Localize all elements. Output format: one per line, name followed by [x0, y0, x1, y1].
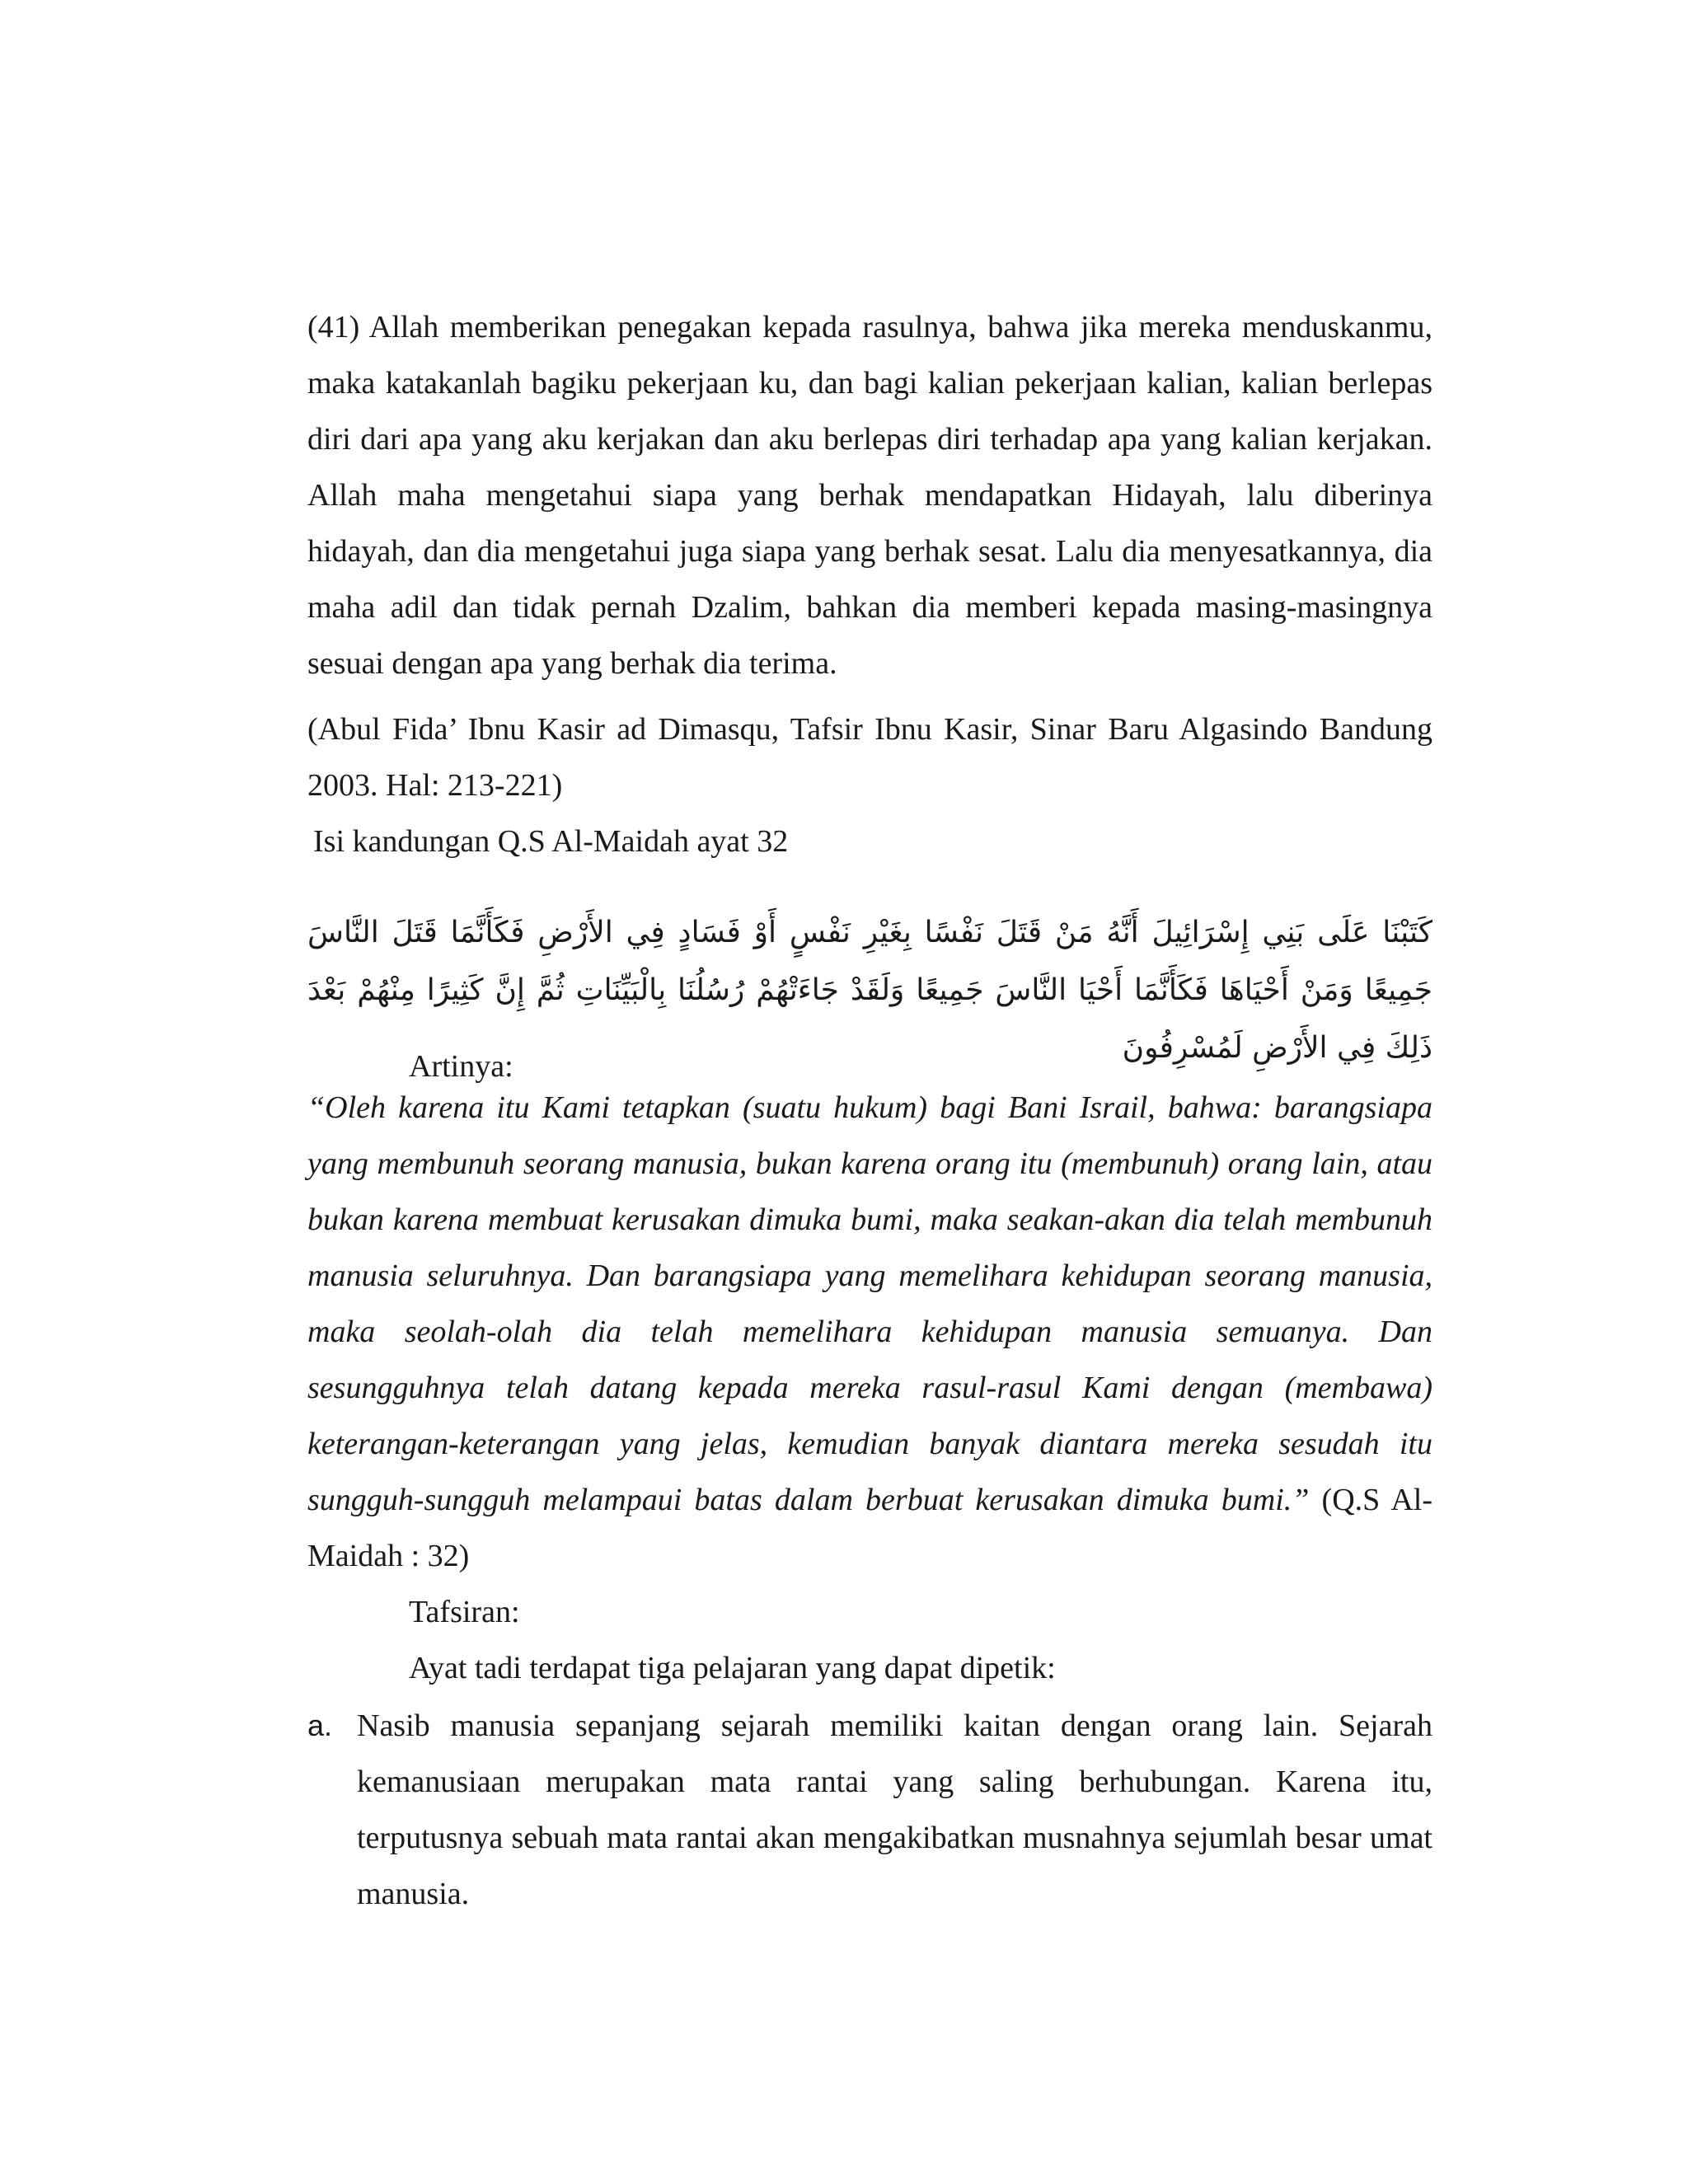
list-item	[307, 1698, 1432, 1922]
artinya-label: Artinya:	[409, 1049, 513, 1084]
paragraph-41: (41) Allah memberikan penegakan kepada rasulnya, bahwa jika mereka menduskanmu, maka katakanlah bagiku pekerjaan ku, dan bagi kalian pekerjaan kalian, kalian berlepas diri dari apa yang aku kerjakan dan aku berlepas diri terhadap apa yang kalian kerjakan. Allah maha mengetahui siapa yang berhak mendapatkan Hidayah, lalu diberinya hidayah, dan dia mengetahui juga siapa yang berhak sesat. Lalu dia menyesatkannya, dia maha adil dan tidak pernah Dzalim, bahkan dia memberi kepada masing-masingnya sesuai dengan apa yang berhak dia terima.	[307, 310, 1432, 681]
section-heading: Isi kandungan Q.S Al-Maidah ayat 32	[313, 824, 789, 859]
list-item-text: Nasib manusia sepanjang sejarah memiliki kaitan dengan orang lain. Sejarah kemanusiaan merupakan mata rantai yang saling berhubungan. Karena itu, terputusnya sebuah mata rantai akan mengakibatkan musnahnya sejumlah besar umat manusia.	[357, 1708, 1432, 1911]
translation-citation: (Q.S Al-Maidah : 32)	[307, 1483, 1432, 1573]
tafsiran-label: Tafsiran:	[409, 1595, 520, 1629]
tafsir-reference: (Abul Fida’ Ibnu Kasir ad Dimasqu, Tafsir Ibnu Kasir, Sinar Baru Algasindo Bandung 2003. Hal: 213-221)	[307, 712, 1432, 803]
verse-translation	[307, 1080, 1432, 1584]
list-marker: a.	[307, 1708, 333, 1742]
lessons-intro: Ayat tadi terdapat tiga pelajaran yang dapat dipetik:	[409, 1651, 1056, 1685]
translation-text: “Oleh karena itu Kami tetapkan (suatu hukum) bagi Bani Israil, bahwa: barangsiapa yang membunuh seorang manusia, bukan karena orang itu (membunuh) orang lain, atau bukan karena membuat kerusakan dimuka bumi, maka seakan-akan dia telah membunuh manusia seluruhnya. Dan barangsiapa yang memelihara kehidupan seorang manusia, maka seolah-olah dia telah memelihara kehidupan manusia semuanya. Dan sesungguhnya telah datang kepada mereka rasul-rasul Kami dengan (membawa) keterangan-keterangan yang jelas, kemudian banyak diantara mereka sesudah itu sungguh-sungguh melampaui batas dalam berbuat kerusakan dimuka bumi.”	[307, 1090, 1432, 1517]
arabic-verse: كَتَبْنَا عَلَى بَنِي إِسْرَائِيلَ أَنَّهُ مَنْ قَتَلَ نَفْسًا بِغَيْرِ نَفْسٍ أَوْ فَسَادٍ فِي الأَرْضِ فَكَأَنَّمَا قَتَلَ النَّاسَ جَمِيعًا وَمَنْ أَحْيَاهَا فَكَأَنَّمَا أَحْيَا النَّاسَ جَمِيعًا وَلَقَدْ جَاءَتْهُمْ رُسُلُنَا بِالْبَيِّنَاتِ ثُمَّ إِنَّ كَثِيرًا مِنْهُمْ بَعْدَ ذَلِكَ فِي الأَرْضِ لَمُسْرِفُونَ	[307, 916, 1432, 1065]
